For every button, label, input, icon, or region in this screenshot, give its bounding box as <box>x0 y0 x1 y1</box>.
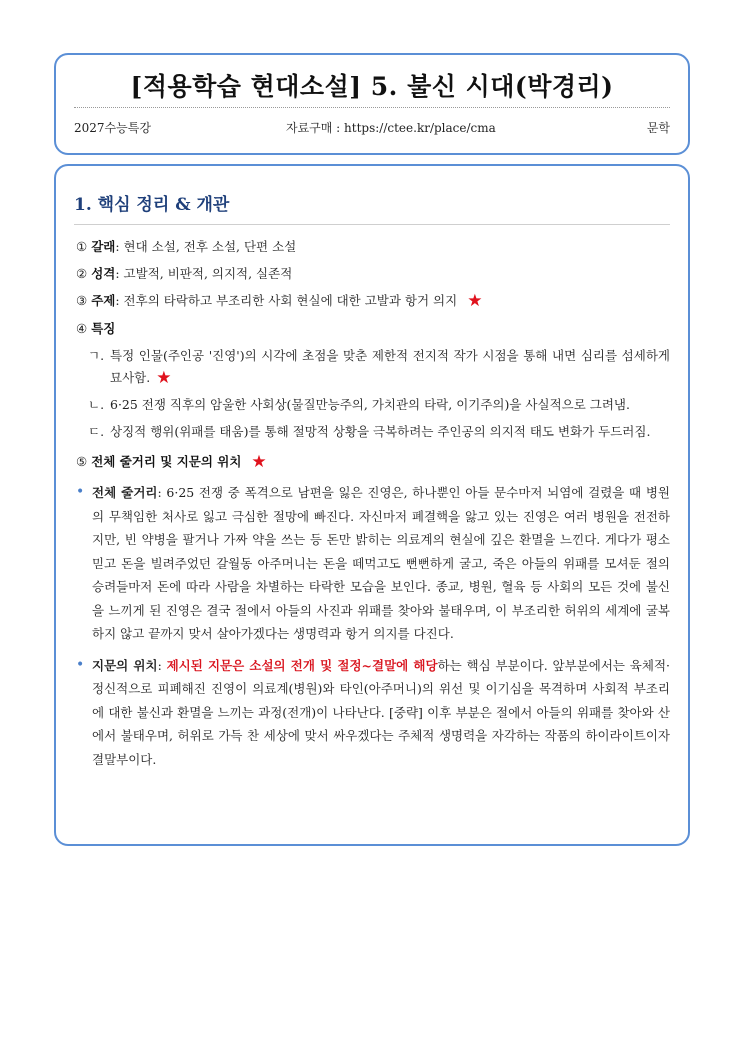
feature-item <box>88 345 670 389</box>
item-number: ② <box>76 266 88 281</box>
feature-marker: ㄷ. <box>88 424 105 439</box>
content-box <box>54 164 690 846</box>
feature-text: 특정 인물(주인공 '진영')의 시각에 초점을 맞춘 제한적 전지적 작가 시점을 통해 내면 심리를 섬세하게 묘사함. <box>110 348 670 385</box>
star-icon: ★ <box>251 452 267 472</box>
section-body <box>76 236 670 777</box>
item-number: ④ <box>76 321 88 336</box>
bullet-icon: • <box>76 484 85 500</box>
bullet-text: : 6·25 전쟁 중 폭격으로 남편을 잃은 진영은, 하나뿐인 아들 문수마저 뇌염에 걸렸을 때 병원의 무책임한 처사로 잃고 극심한 절망에 빠진다. 자신마저 폐결핵을 앓고 있는 진영은 여러 병원을 전전하지만, 빈 약병을 팔거나 가짜 약을 쓰는 등 돈만 밝히는 의료계의 현실에 깊은 환멸을 느낀다. 게다가 평소 믿고 돈을 빌려주었던 갈월동 아주머니는 돈을 떼먹고도 뻔뻔하게 굴고, 죽은 아들의 위패를 모셔둔 절의 승려들마저 돈에 따라 사람을 차별하는 타락한 모습을 보인다. 종교, 병원, 혈육 등 사회의 모든 것에 불신을 느끼게 된 진영은 결국 절에서 아들의 사진과 위패를 찾아와 불태우며, 이 부조리한 허위의 세계에 굴복하지 않고 끝까지 맞서 살아가겠다는 생명력과 항거 의지를 다진다. <box>92 485 670 641</box>
item-label: 주제 <box>91 293 116 308</box>
plot-bullet <box>76 481 670 646</box>
feature-text: 상징적 행위(위패를 태움)를 통해 절망적 상황을 극복하려는 주인공의 의지적 태도 변화가 두드러짐. <box>110 424 651 439</box>
item-theme <box>76 290 670 312</box>
item-genre <box>76 236 670 258</box>
feature-text: 6·25 전쟁 직후의 암울한 사회상(물질만능주의, 가치관의 타락, 이기주의)을 사실적으로 그려냄. <box>110 397 630 412</box>
feature-item <box>88 394 670 416</box>
bullet-label: 전체 줄거리 <box>92 485 158 500</box>
header-purchase-link[interactable]: 자료구매 : https://ctee.kr/place/cma <box>286 121 496 135</box>
header-subject-label: 문학 <box>646 121 670 135</box>
item-text: : 전후의 타락하고 부조리한 사회 현실에 대한 고발과 항거 의지 <box>115 293 458 308</box>
item-label: 전체 줄거리 및 지문의 위치 <box>91 454 242 469</box>
header-left-label: 2027수능특강 <box>74 121 151 135</box>
bullet-icon: • <box>76 656 85 673</box>
item-features <box>76 318 670 340</box>
header-divider <box>74 107 670 108</box>
item-label: 갈래 <box>91 239 116 254</box>
feature-marker: ㄱ. <box>88 348 105 363</box>
item-number: ① <box>76 239 88 254</box>
item-label: 특징 <box>91 321 116 336</box>
item-number: ⑤ <box>76 454 88 469</box>
item-character <box>76 263 670 285</box>
bullet-label: 지문의 위치 <box>92 657 158 673</box>
item-plot-heading <box>76 451 670 473</box>
position-bullet <box>76 654 670 772</box>
item-number: ③ <box>76 293 88 308</box>
section-title: 1. 핵심 정리 & 개관 <box>74 195 230 215</box>
header-box <box>54 53 690 155</box>
star-icon: ★ <box>156 368 172 388</box>
star-icon: ★ <box>467 291 483 311</box>
bullet-colon: : <box>157 657 167 673</box>
section-divider <box>74 224 670 225</box>
item-text: : 고발적, 비판적, 의지적, 실존적 <box>115 266 293 281</box>
highlight-text: 제시된 지문은 소설의 전개 및 절정~결말에 해당 <box>166 657 438 673</box>
feature-marker: ㄴ. <box>88 397 105 412</box>
feature-item <box>88 421 670 443</box>
bullet-text: 하는 핵심 부분이다. 앞부분에서는 육체적·정신적으로 피폐해진 진영이 의료계(병원)와 타인(아주머니)의 위선 및 이기심을 목격하며 사회적 부조리에 대한 불신과 환멸을 느끼는 과정(전개)이 나타난다. [중략] 이후 부분은 절에서 아들의 위패를 찾아와 산에서 불태우며, 허위로 가득 찬 세상에 맞서 싸우겠다는 주체적 생명력을 자각하는 작품의 하이라이트이자 결말부이다. <box>92 657 670 767</box>
item-label: 성격 <box>91 266 116 281</box>
page-title: [적용학습 현대소설] 5. 불신 시대(박경리) <box>130 72 614 101</box>
item-text: : 현대 소설, 전후 소설, 단편 소설 <box>115 239 297 254</box>
